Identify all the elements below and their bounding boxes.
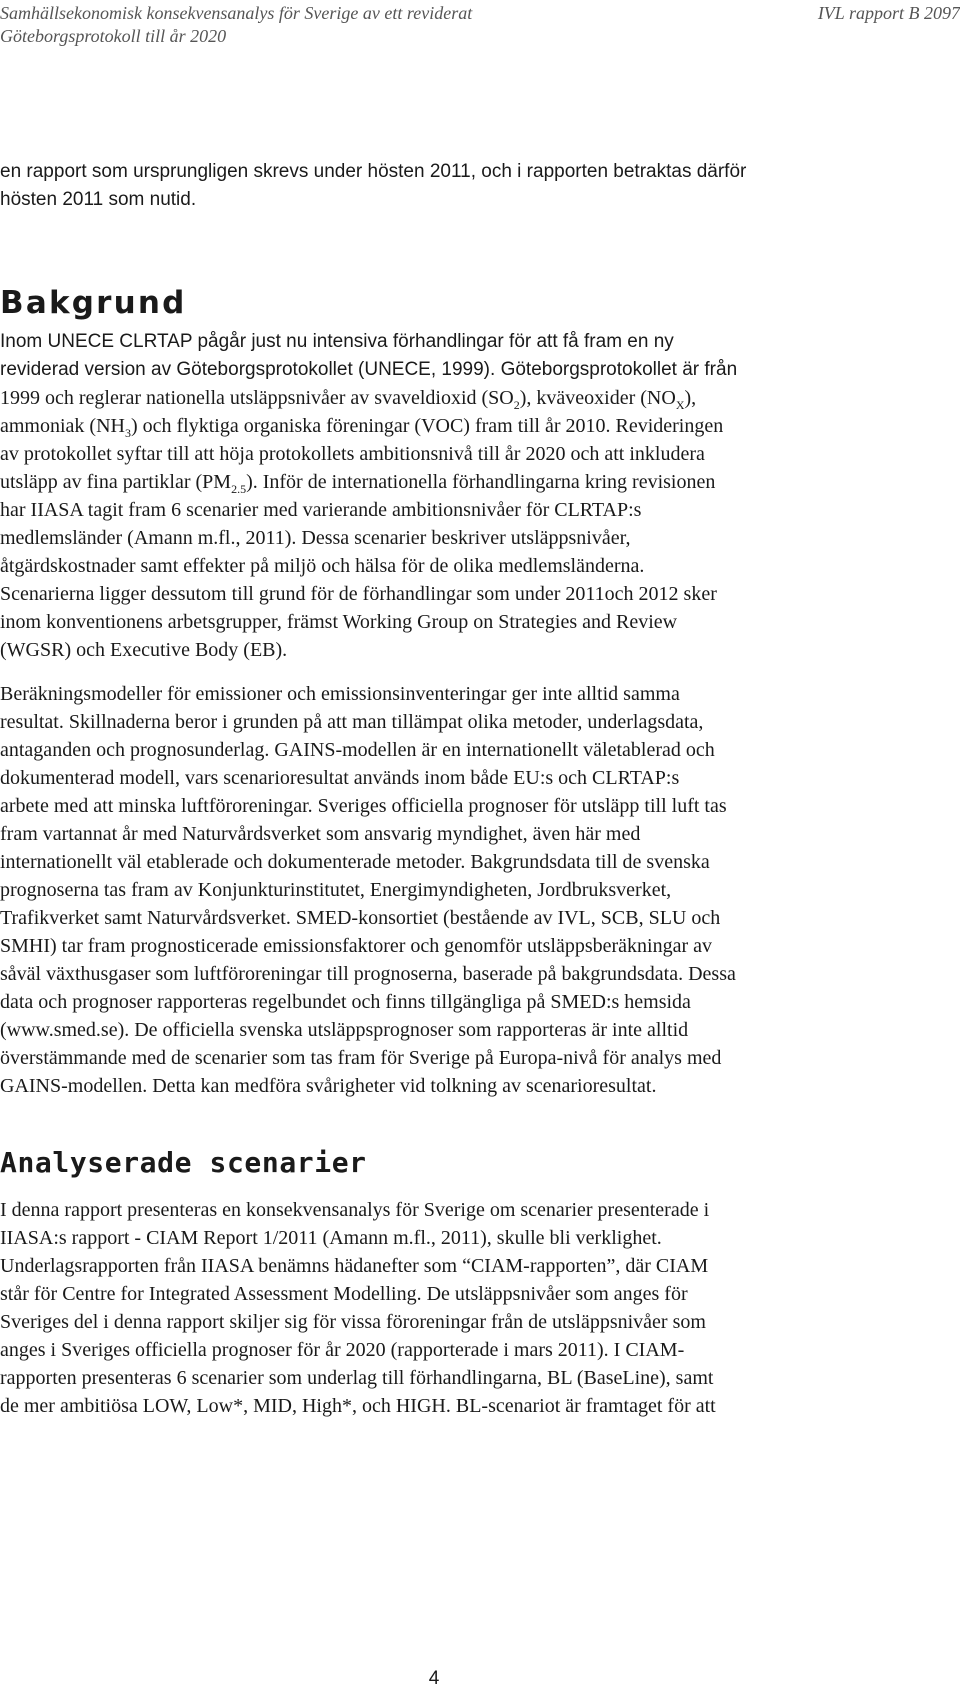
header-report-id: IVL rapport B 2097 (817, 3, 960, 23)
bakgrund-p1-line-5: av protokollet syftar till att höja protokollets ambitionsnivå till år 2020 och att inkludera (0, 443, 705, 465)
bakgrund-p1-line-11: inom konventionens arbetsgrupper, främst Working Group on Strategies and Review (0, 611, 678, 633)
analyserade-line: rapporten presenteras 6 scenarier som underlag till förhandlingarna, BL (BaseLine), samt (0, 1367, 714, 1389)
bakgrund-p2-line: prognoserna tas fram av Konjunkturinstitutet, Energimyndigheten, Jordbruksverket, (0, 879, 672, 901)
bakgrund-p2-line: SMHI) tar fram prognosticerade emissionsfaktorer och genomför utsläppsberäkningar av (0, 935, 713, 957)
analyserade-line: de mer ambitiösa LOW, Low*, MID, High*, och HIGH. BL-scenariot är framtaget för att (0, 1395, 716, 1417)
analyserade-line: I denna rapport presenteras en konsekvensanalys för Sverige om scenarier presenterade i (0, 1199, 710, 1221)
bakgrund-p2-line: dokumenterad modell, vars scenarioresultat används inom både EU:s och CLRTAP:s (0, 767, 680, 789)
analyserade-line: anges i Sveriges officiella prognoser för år 2020 (rapporterade i mars 2011). I CIAM- (0, 1339, 685, 1361)
bakgrund-p1-line-12: (WGSR) och Executive Body (EB). (0, 639, 288, 661)
analyserade-line: Underlagsrapporten från IIASA benämns hädanefter som “CIAM-rapporten”, där CIAM (0, 1255, 709, 1277)
section-heading-bakgrund: Bakgrund (0, 285, 187, 321)
bakgrund-p2-line: Beräkningsmodeller för emissioner och emissionsinventeringar ger inte alltid samma (0, 683, 680, 705)
bakgrund-p2-line: resultat. Skillnaderna beror i grunden på att man tillämpat olika metoder, underlagsdata, (0, 711, 704, 733)
running-header (0, 0, 960, 52)
bakgrund-p1-line-8: medlemsländer (Amann m.fl., 2011). Dessa scenarier beskriver utsläppsnivåer, (0, 527, 631, 549)
bakgrund-p1-line-6: utsläpp av fina partiklar $(PM_{2.5})$. Inför de internationella förhandlingarna kring revisionen (0, 471, 716, 496)
header-title-line-2: Göteborgsprotokoll till år 2020 (0, 26, 227, 46)
analyserade-line: står för Centre for Integrated Assessment Modelling. De utsläppsnivåer som anges för (0, 1283, 688, 1305)
bakgrund-p2-line: internationellt väl etablerade och dokumenterade metoder. Bakgrundsdata till de svenska (0, 851, 710, 873)
section-heading-analyserade-scenarier: Analyserade scenarier (0, 1146, 367, 1179)
analyserade-line: Sveriges del i denna rapport skiljer sig för vissa föroreningar från de utsläppsnivåer som (0, 1311, 706, 1333)
bakgrund-p2-line: såväl växthusgaser som luftföroreningar till prognoserna, baserade på bakgrundsdata. Dessa (0, 963, 736, 985)
bakgrund-p2-line: data och prognoser rapporteras regelbundet och finns tillgängliga på SMED:s hemsida (0, 991, 691, 1013)
bakgrund-p1-line-1: Inom UNECE CLRTAP pågår just nu intensiva förhandlingar för att få fram en ny (0, 331, 674, 352)
bakgrund-p2-line: Trafikverket samt Naturvårdsverket. SMED-konsortiet (bestående av IVL, SCB, SLU och (0, 907, 721, 929)
page-number: 4 (428, 1668, 440, 1689)
bakgrund-p2-line: överstämmande med de scenarier som tas fram för Sverige på Europa-nivå för analys med (0, 1047, 722, 1069)
header-title-line-1: Samhällsekonomisk konsekvensanalys för Sverige av ett reviderat (0, 3, 473, 23)
bakgrund-p1-line-9: åtgärdskostnader samt effekter på miljö och hälsa för de olika medlemsländerna. (0, 555, 645, 577)
bakgrund-p2-line: GAINS-modellen. Detta kan medföra svårigheter vid tolkning av scenarioresultat. (0, 1075, 657, 1097)
bakgrund-p2-line: antaganden och prognosunderlag. GAINS-modellen är en internationellt väletablerad och (0, 739, 715, 761)
bakgrund-p1-line-4: ammoniak $(NH_3)$ och flyktiga organiska föreningar (VOC) fram till år 2010. Revideringen (0, 415, 724, 440)
bakgrund-p1-line-2: reviderad version av Göteborgsprotokollet (UNECE, 1999). Göteborgsprotokollet är från (0, 359, 738, 380)
bakgrund-p1-line-3: 1999 och reglerar nationella utsläppsnivåer av svaveldioxid $(SO_2)$, kväveoxider $(NO_X)$, (0, 387, 697, 412)
bakgrund-p2-line: (www.smed.se). De officiella svenska utsläppsprognoser som rapporteras är inte alltid (0, 1019, 689, 1041)
analyserade-line: IIASA:s rapport - CIAM Report 1/2011 (Amann m.fl., 2011), skulle bli verklighet. (0, 1227, 662, 1249)
intro-line-1: en rapport som ursprungligen skrevs under hösten 2011, och i rapporten betraktas därför (0, 161, 747, 182)
intro-line-2: hösten 2011 som nutid. (0, 189, 197, 210)
bakgrund-p2-line: arbete med att minska luftföroreningar. Sveriges officiella prognoser för utsläpp till luft tas (0, 795, 727, 817)
bakgrund-p1-line-7: har IIASA tagit fram 6 scenarier med varierande ambitionsnivåer för CLRTAP:s (0, 499, 642, 521)
bakgrund-p1-line-10: Scenarierna ligger dessutom till grund för de förhandlingar som under 2011och 2012 sker (0, 583, 717, 605)
bakgrund-p2-line: fram vartannat år med Naturvårdsverket som ansvarig myndighet, även här med (0, 823, 641, 845)
